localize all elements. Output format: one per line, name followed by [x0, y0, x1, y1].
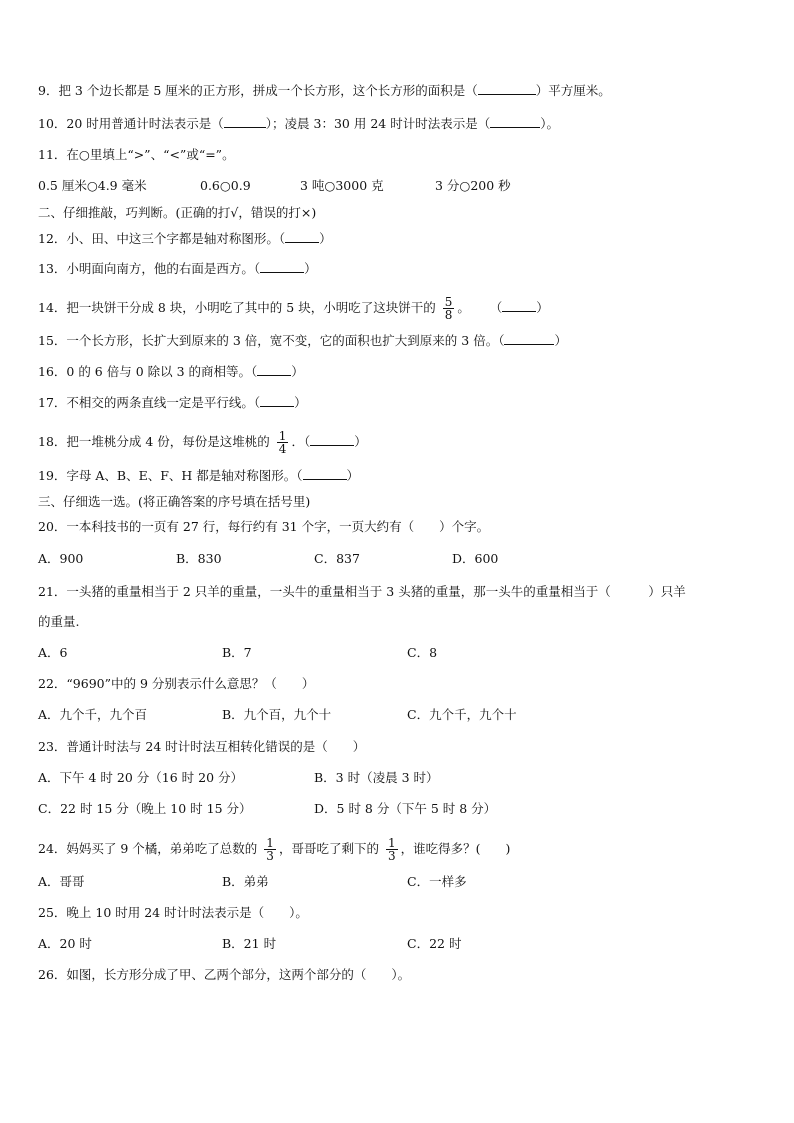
- option-c[interactable]: C．837: [314, 551, 360, 566]
- question-20: 20．一本科技书的一页有 27 行，每行约有 31 个字，一页大约有（ ）个字。: [38, 519, 490, 534]
- fraction-1-4: $\frac{1}{4}$: [278, 429, 287, 456]
- option-d[interactable]: D．5 时 8 分（下午 5 时 8 分）: [314, 801, 497, 816]
- option-c[interactable]: C．九个千，九个十: [407, 707, 517, 722]
- option-b[interactable]: B．弟弟: [222, 874, 269, 889]
- option-d[interactable]: D．600: [452, 551, 499, 566]
- question-18: 18．把一堆桃分成 4 份，每份是这堆桃的 $\frac{1}{4}$ ．（ ）: [38, 429, 367, 456]
- question-9-text: 9．把 3 个边长都是 5 厘米的正方形，拼成一个长方形，这个长方形的面积是（: [38, 83, 478, 98]
- question-21-cont: 的重量.: [38, 614, 80, 629]
- option-b[interactable]: B．九个百，九个十: [222, 707, 332, 722]
- option-a[interactable]: A．下午 4 时 20 分（16 时 20 分）: [38, 770, 244, 785]
- question-14: 14．把一块饼干分成 8 块，小明吃了其中的 5 块，小明吃了这块饼干的 $\frac{5}{8}$ 。 （ ）: [38, 295, 549, 322]
- fraction-1-3: $\frac{1}{3}$: [266, 836, 274, 863]
- answer-blank[interactable]: [310, 434, 354, 446]
- question-17: 17．不相交的两条直线一定是平行线。（ ）: [38, 395, 307, 410]
- question-11: 11．在○里填上“>”、“<”或“=”。: [38, 147, 235, 162]
- option-a[interactable]: A．6: [38, 645, 68, 660]
- option-a[interactable]: A．九个千，九个百: [38, 707, 148, 722]
- option-c[interactable]: C．一样多: [407, 874, 467, 889]
- answer-blank[interactable]: [502, 300, 536, 312]
- option-c[interactable]: C．8: [407, 645, 438, 660]
- question-9: 9．把 3 个边长都是 5 厘米的正方形，拼成一个长方形，这个长方形的面积是（ ）平方厘米。: [38, 83, 611, 98]
- option-c[interactable]: C．22 时 15 分（晚上 10 时 15 分）: [38, 801, 252, 816]
- question-23: 23．普通计时法与 24 时计时法互相转化错误的是（ ）: [38, 739, 366, 754]
- answer-blank[interactable]: [478, 83, 536, 95]
- question-25: 25．晚上 10 时用 24 时计时法表示是（ ）。: [38, 905, 308, 920]
- option-a[interactable]: A．900: [38, 551, 84, 566]
- answer-blank[interactable]: [257, 364, 291, 376]
- question-10: 10．20 时用普通计时法表示是（ ）；凌晨 3：30 用 24 时计时法表示是（ ）。: [38, 116, 559, 131]
- compare-item[interactable]: 0.6○0.9: [200, 178, 251, 193]
- answer-blank[interactable]: [303, 468, 347, 480]
- option-b[interactable]: B．830: [176, 551, 222, 566]
- question-15: 15．一个长方形，长扩大到原来的 3 倍，宽不变，它的面积也扩大到原来的 3 倍。（ ）: [38, 333, 567, 348]
- question-22: 22．“9690”中的 9 分别表示什么意思？（ ）: [38, 676, 315, 691]
- section-3-heading: 三、仔细选一选。(将正确答案的序号填在括号里): [38, 494, 311, 509]
- question-26: 26．如图，长方形分成了甲、乙两个部分，这两个部分的（ ）。: [38, 967, 411, 982]
- answer-blank[interactable]: [504, 333, 554, 345]
- option-c[interactable]: C．22 时: [407, 936, 462, 951]
- option-a[interactable]: A．哥哥: [38, 874, 85, 889]
- option-b[interactable]: B．7: [222, 645, 252, 660]
- compare-item[interactable]: 3 分○200 秒: [435, 178, 511, 193]
- compare-item[interactable]: 3 吨○3000 克: [300, 178, 384, 193]
- question-24: 24．妈妈买了 9 个橘，弟弟吃了总数的 $\frac{1}{3}$ ，哥哥吃了剩下的 $\frac{1}{3}$ ，谁吃得多？( ): [38, 836, 511, 863]
- fraction-5-8: $\frac{5}{8}$: [444, 295, 453, 322]
- fraction-1-3: $\frac{1}{3}$: [387, 836, 396, 863]
- option-b[interactable]: B．21 时: [222, 936, 277, 951]
- question-12: 12．小、田、中这三个字都是轴对称图形。（ ）: [38, 231, 332, 246]
- answer-blank[interactable]: [490, 116, 540, 128]
- section-2-heading: 二、仔细推敲，巧判断。(正确的打√，错误的打×): [38, 205, 317, 220]
- answer-blank[interactable]: [285, 231, 319, 243]
- compare-item[interactable]: 0.5 厘米○4.9 毫米: [38, 178, 147, 193]
- question-19: 19．字母 A、B、E、F、H 都是轴对称图形。（ ）: [38, 468, 360, 483]
- answer-blank[interactable]: [260, 395, 294, 407]
- question-16: 16．0 的 6 倍与 0 除以 3 的商相等。（ ）: [38, 364, 304, 379]
- answer-blank[interactable]: [260, 261, 304, 273]
- question-13: 13．小明面向南方，他的右面是西方。（ ）: [38, 261, 317, 276]
- question-21: 21．一头猪的重量相当于 2 只羊的重量，一头牛的重量相当于 3 头猪的重量，那一头牛的重量相当于（ ）只羊: [38, 584, 686, 599]
- option-b[interactable]: B．3 时（凌晨 3 时）: [314, 770, 439, 785]
- answer-blank[interactable]: [224, 116, 266, 128]
- option-a[interactable]: A．20 时: [38, 936, 92, 951]
